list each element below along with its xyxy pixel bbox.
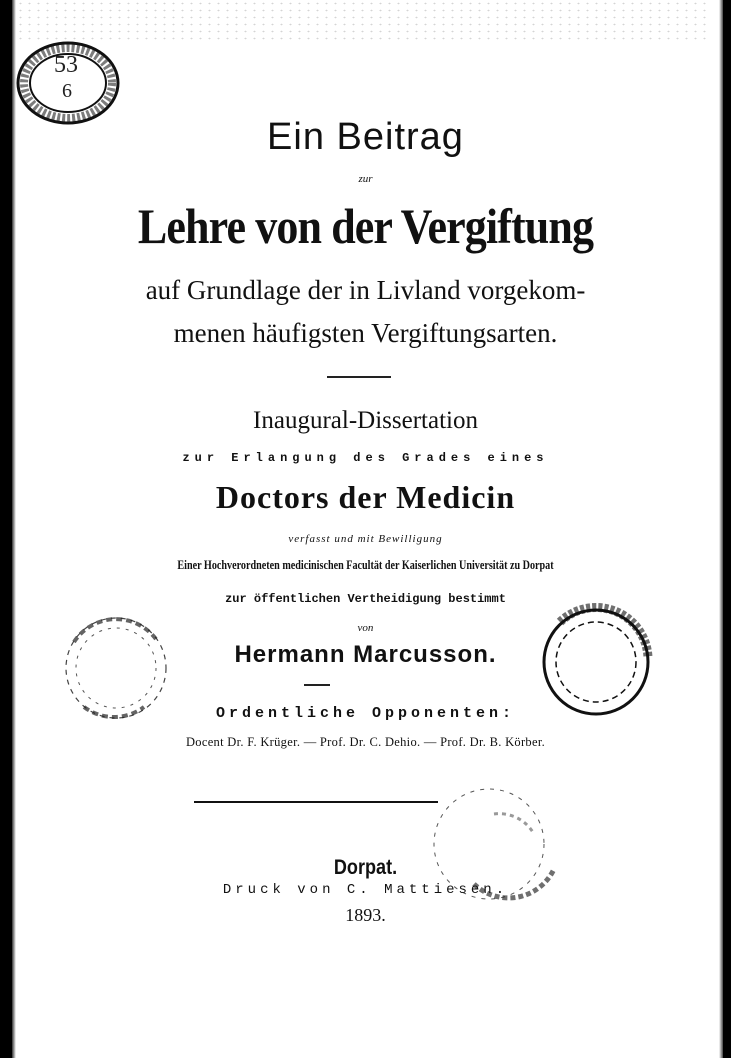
title-line-zur: zur [358,173,373,185]
faculty-line: Einer Hochverordneten medicinischen Facultät der Kaiserlichen Universität zu Dorpat [177,557,554,572]
author-name: Hermann Marcusson. [234,641,497,668]
ornament-rule [327,376,391,378]
printer-line: Druck von C. Mattiesen. [222,882,509,898]
subtitle-line-1: auf Grundlage der in Livland vorgekom- [145,275,586,305]
degree-title: Doctors der Medicin [215,479,516,515]
approval-line: verfasst und mit Bewilligung [288,533,443,545]
dissertation-heading: Inaugural-Dissertation [253,407,478,434]
title-line-beitrag: Ein Beitrag [267,116,464,158]
stamp-subnumber: 6 [62,80,72,102]
stamp-number: 53 [54,52,78,78]
opponents-heading: Ordentliche Opponenten: [215,705,516,722]
defense-line: zur öffentlichen Vertheidigung bestimmt [225,592,506,606]
opponents-list: Docent Dr. F. Krüger. — Prof. Dr. C. Dehio. — Prof. Dr. B. Körber. [185,735,546,749]
scan-noise [16,0,706,40]
place-of-print: Dorpat. [333,856,398,879]
library-stamp-top-left [10,38,120,128]
degree-line: zur Erlangung des Grades eines [182,451,549,465]
publication-year: 1893. [345,905,386,925]
author-dash [304,684,330,686]
subtitle-line-2: menen häufigsten Vergiftungsarten. [173,318,558,348]
main-title: Lehre von der Vergiftung [137,198,594,254]
divider-rule [194,801,438,803]
by-line: von [357,622,374,634]
